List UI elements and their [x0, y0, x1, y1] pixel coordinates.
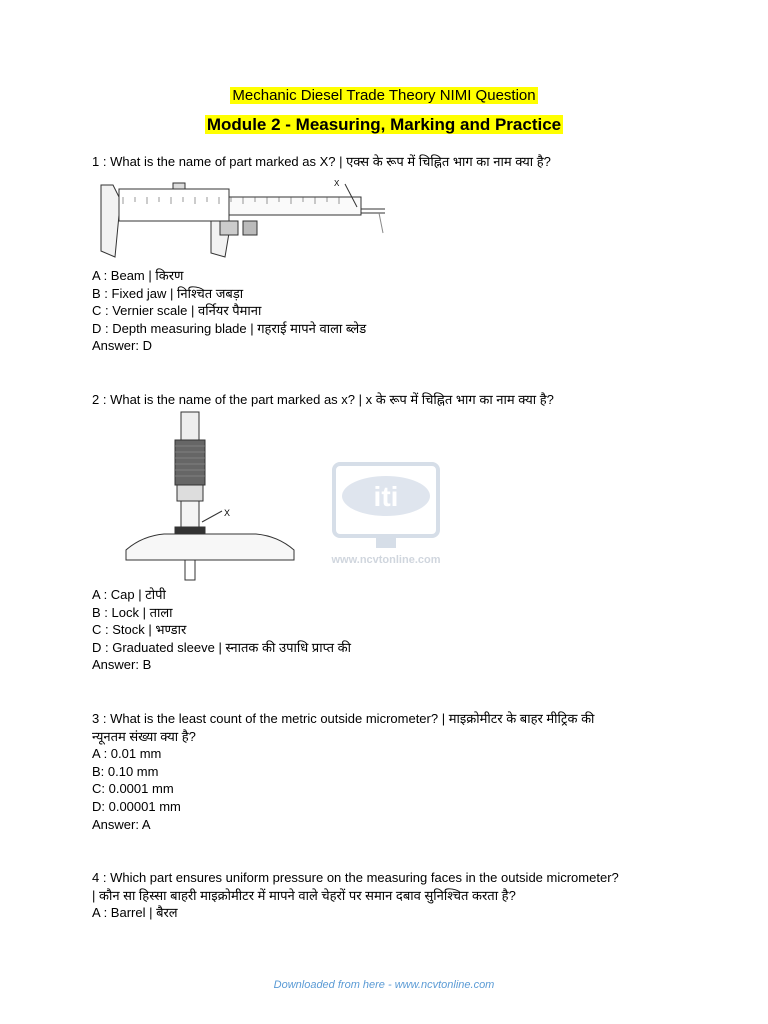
watermark-site: www.ncvtonline.com [331, 554, 441, 566]
module-title [0, 115, 768, 135]
module-title-text: Module 2 - Measuring, Marking and Practice [206, 115, 562, 134]
question-2 [92, 391, 692, 409]
question-3 [92, 710, 692, 833]
answer-2: Answer: B [92, 657, 152, 673]
depth-micrometer-figure [120, 410, 300, 582]
option-2c: C : Stock | भण्डार [92, 622, 187, 638]
answer-3: Answer: A [92, 816, 151, 832]
question-1-options [92, 267, 692, 355]
question-4-text-line1: 4 : Which part ensures uniform pressure on the measuring faces in the outside micrometer? [92, 870, 619, 885]
option-1b: B : Fixed jaw | निश्चित जबड़ा [92, 285, 244, 301]
question-4-text-line2: | कौन सा हिस्सा बाहरी माइक्रोमीटर में मापने वाले चेहरों पर समान दबाव सुनिश्चित करता है? [92, 887, 516, 903]
figure-1-label: X [334, 179, 340, 188]
document-title-text: Mechanic Diesel Trade Theory NIMI Question [232, 87, 536, 104]
option-1c: C : Vernier scale | वर्नियर पैमाना [92, 303, 262, 319]
question-3-text-line1: 3 : What is the least count of the metric outside micrometer? | माइक्रोमीटर के बाहर मीट्रिक की [92, 711, 595, 726]
watermark-logo-text: iti [373, 481, 399, 512]
option-1a: A : Beam | किरण [92, 268, 184, 283]
answer-1: Answer: D [92, 338, 152, 354]
option-3c: C: 0.0001 mm [92, 781, 174, 797]
figure-2-label: X [224, 508, 231, 518]
question-2-text: 2 : What is the name of the part marked as x? | x के रूप में चिह्नित भाग का नाम क्या है? [92, 392, 554, 407]
option-3b: B: 0.10 mm [92, 763, 159, 779]
option-1d: D : Depth measuring blade | गहराई मापने वाला ब्लेड [92, 320, 367, 336]
option-2b: B : Lock | ताला [92, 604, 173, 620]
question-2-options [92, 586, 692, 674]
option-4a: A : Barrel | बैरल [92, 905, 178, 921]
vernier-caliper-figure [93, 173, 388, 265]
footer-download-link[interactable]: Downloaded from here - www.ncvtonline.com [273, 979, 495, 991]
option-3d: D: 0.00001 mm [92, 798, 181, 814]
option-2a: A : Cap | टोपी [92, 587, 166, 602]
ncvt-watermark-logo [310, 462, 460, 572]
question-3-text-line2: न्यूनतम संख्या क्या है? [92, 728, 196, 744]
option-3a: A : 0.01 mm [92, 746, 162, 762]
document-title [0, 87, 768, 105]
question-1-text: 1 : What is the name of part marked as X? | एक्स के रूप में चिह्नित भाग का नाम क्या है? [92, 154, 551, 169]
option-2d: D : Graduated sleeve | स्नातक की उपाधि प्राप्त की [92, 639, 351, 655]
question-1 [92, 153, 692, 171]
question-4 [92, 869, 692, 922]
